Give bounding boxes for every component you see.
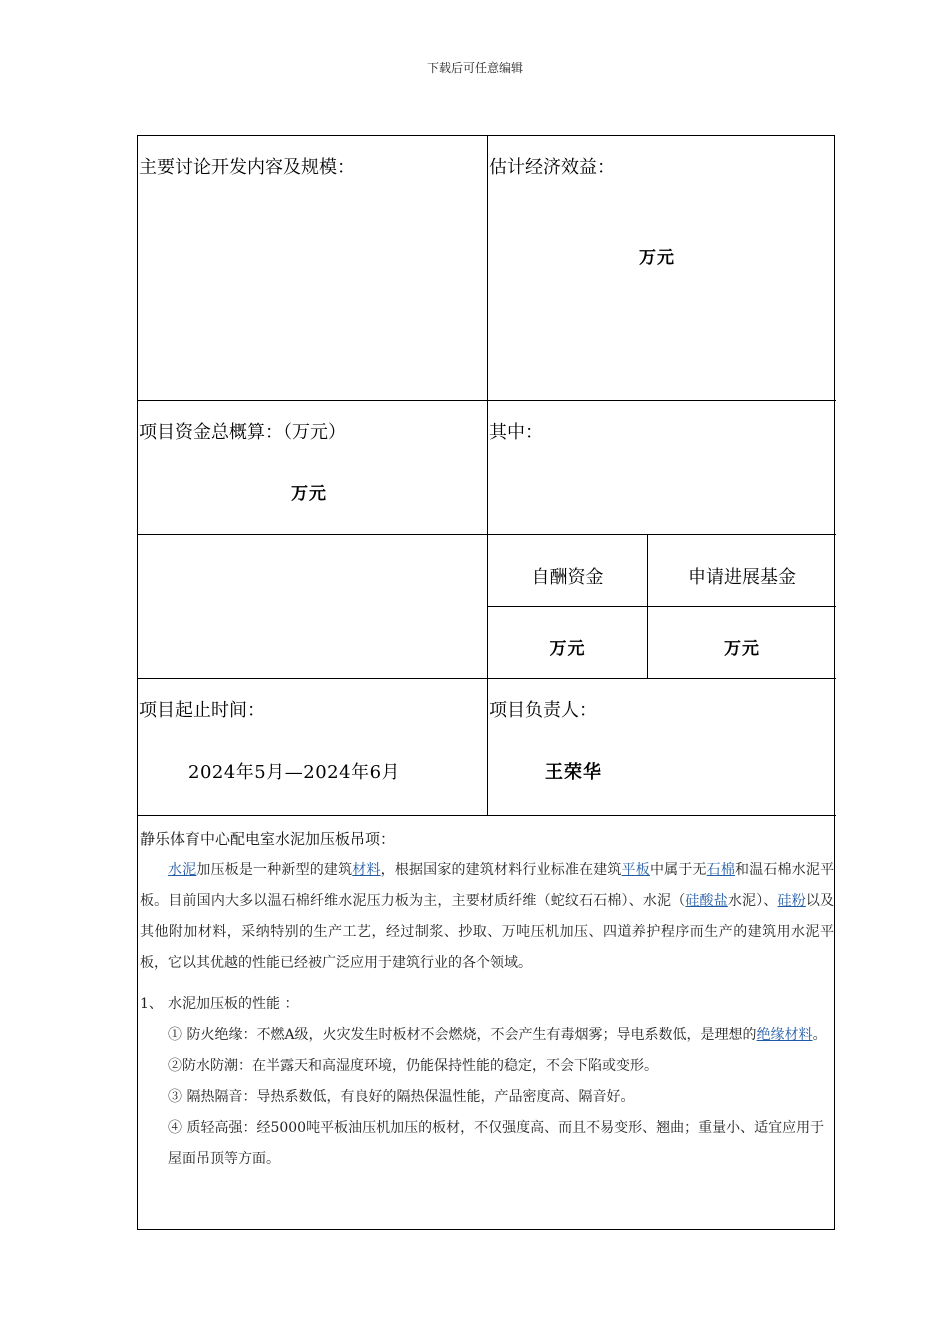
divider-row-2	[138, 534, 836, 535]
among-label: 其中：	[489, 422, 543, 443]
intro-link[interactable]: 材料	[352, 862, 381, 878]
header-note: 下载后可任意编辑	[426, 61, 523, 75]
economic-benefit-value: 万元	[639, 248, 675, 268]
intro-link[interactable]: 硅粉	[777, 893, 806, 909]
economic-benefit-label: 估计经济效益：	[489, 157, 615, 178]
project-form-table	[137, 135, 835, 1230]
project-leader-label: 项目负责人：	[489, 700, 597, 721]
intro-link[interactable]: 石棉	[706, 862, 736, 878]
project-period-label: 项目起止时间：	[139, 700, 265, 721]
intro-link[interactable]: 平板	[621, 862, 650, 878]
budget-value: 万元	[291, 484, 327, 504]
performance-item-3: ③ 隔热隔音：导热系数低，有良好的隔热保温性能，产品密度高、隔音好。	[168, 1089, 635, 1105]
performance-item-4: ④ 质轻高强：经5000吨平板油压机加压的板材，不仅强度高、而且不易变形、翘曲；重量小、适宜应用于屋面吊顶等方面。	[168, 1120, 825, 1167]
apply-funds-label: 申请进展基金	[688, 567, 796, 588]
description-title: 静乐体育中心配电室水泥加压板吊项：	[140, 830, 396, 848]
section-title: 水泥加压板的性能 ：	[168, 996, 299, 1012]
performance-item-2: ②防水防潮：在半露天和高湿度环境，仍能保持性能的稳定，不会下陷或变形。	[168, 1058, 658, 1074]
intro-text: 和温石棉水泥平板。目前国内大多以温石棉纤维水泥压力板为主，主要材质纤维（蛇纹石石棉）、水泥（	[140, 862, 835, 909]
item1-text: 。	[812, 1027, 827, 1043]
divider-col-main	[487, 136, 488, 815]
section-number: 1、	[140, 996, 163, 1012]
intro-text: 中属于无	[649, 862, 707, 878]
intro-text: 加压板是一种新型的建筑	[196, 862, 353, 878]
description-section	[140, 824, 834, 1175]
project-period-value: 2024年5月—2024年6月	[188, 762, 401, 783]
description-intro	[140, 855, 834, 979]
divider-row-4	[138, 678, 836, 679]
divider-row-5	[138, 815, 836, 816]
self-funds-value: 万元	[549, 639, 586, 659]
research-content-label: 主要讨论开发内容及规模：	[139, 157, 355, 178]
self-funds-label: 自酬资金	[531, 567, 604, 588]
performance-item-1	[140, 1020, 834, 1051]
divider-row-3-sub	[487, 606, 836, 607]
intro-link[interactable]: 硅酸盐	[685, 893, 728, 909]
budget-label: 项目资金总概算：（万元）	[139, 422, 346, 443]
section-heading	[140, 989, 834, 1020]
apply-funds-value: 万元	[724, 639, 760, 659]
item1-link[interactable]: 绝缘材料	[756, 1027, 813, 1043]
item1-text: ① 防火绝缘：不燃A级，火灾发生时板材不会燃烧，不会产生有毒烟雾；导电系数低，是理想的	[168, 1027, 757, 1043]
intro-text: 水泥）、	[727, 893, 778, 909]
intro-text: 以及其他附加材料，采纳特别的生产工艺，经过制浆、抄取、万吨压机加压、四道养护程序而生产的建筑用水泥平板，它以其优越的性能已经被广泛应用于建筑行业的各个领域。	[140, 893, 835, 971]
project-leader-value: 王荣华	[545, 762, 602, 783]
divider-row-1	[138, 400, 836, 401]
intro-text: ，根据国家的建筑材料行业标准在建筑	[380, 862, 622, 878]
intro-link[interactable]: 水泥	[168, 862, 197, 878]
